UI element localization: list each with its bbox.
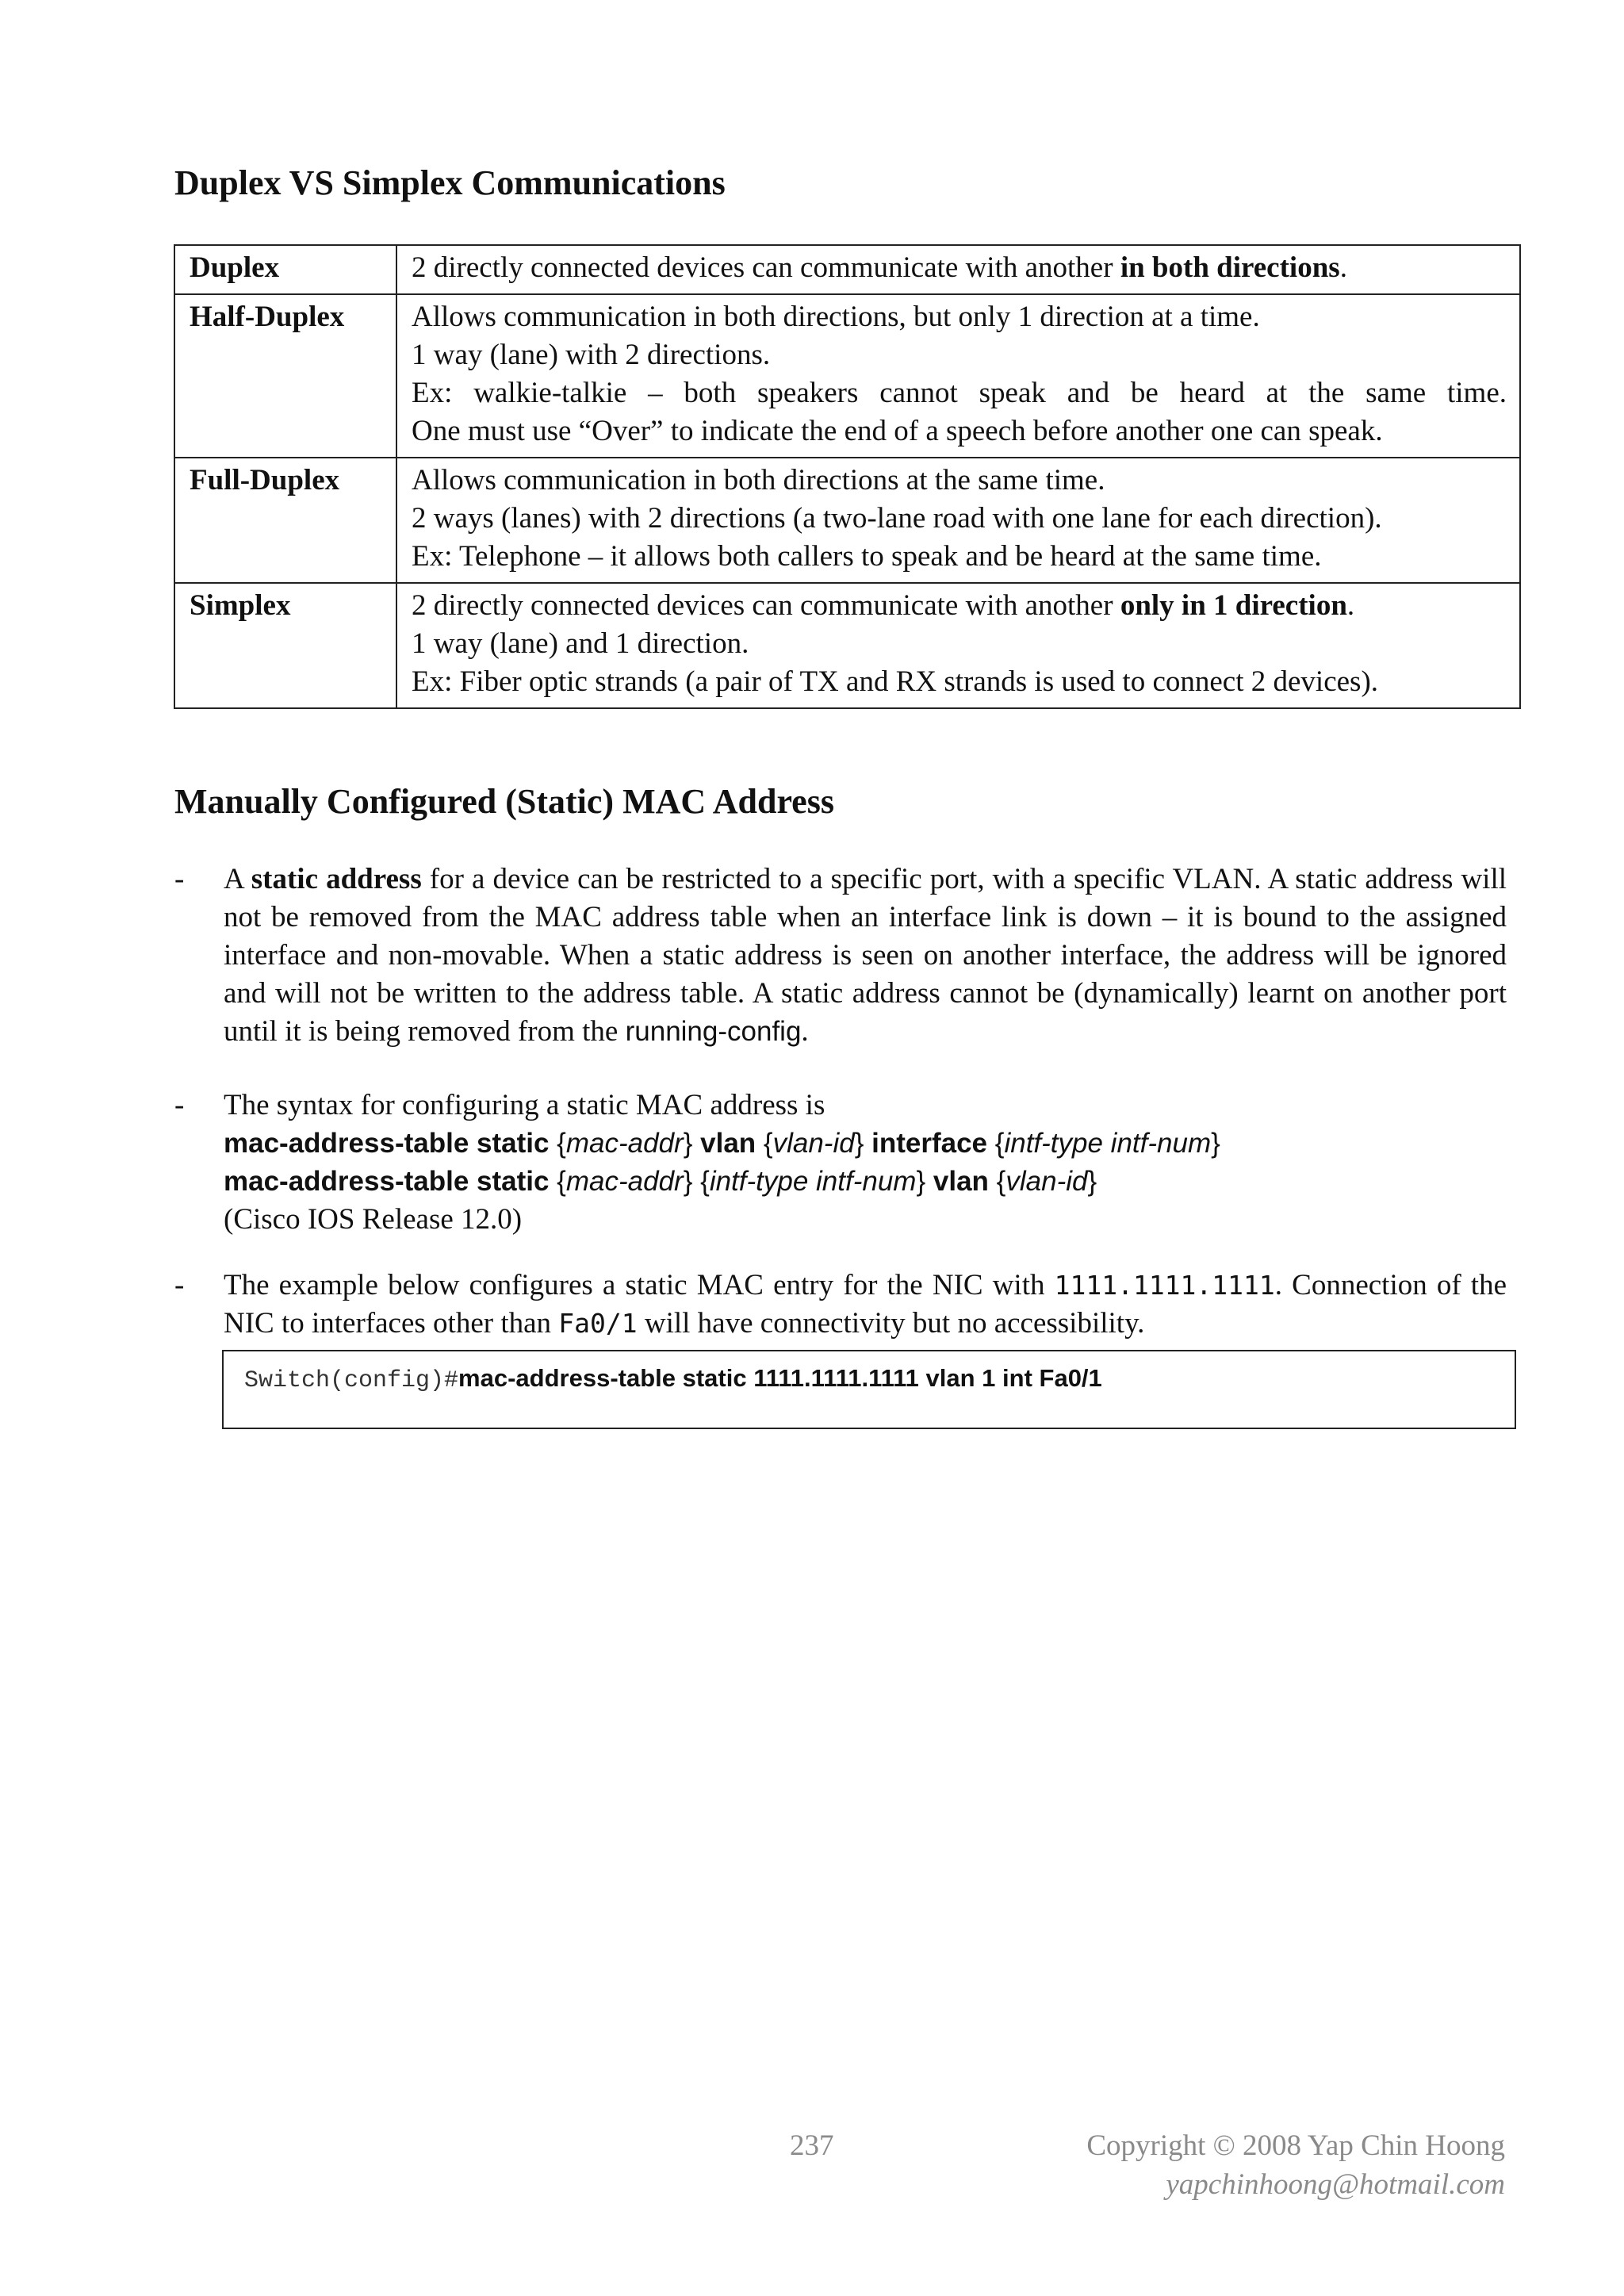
syntax-param: vlan-id — [1005, 1166, 1088, 1197]
bullet-syntax — [174, 1087, 1507, 1239]
syntax-brace: } { — [683, 1166, 710, 1197]
bullet-example — [174, 1267, 1507, 1343]
desc-line: 1 way (lane) with 2 directions. — [412, 339, 771, 371]
bullet-dash: - — [174, 1269, 185, 1301]
desc-line: Ex: Telephone – it allows both callers to speak and be heard at the same time. — [412, 540, 1322, 573]
description-cell — [396, 294, 1520, 458]
syntax-brace: } — [916, 1166, 933, 1197]
table-row — [174, 245, 1520, 294]
desc-line: Allows communication in both directions at the same time. — [412, 464, 1105, 496]
inline-code: running-config — [625, 1016, 802, 1047]
desc-line: One must use “Over” to indicate the end of a speech before another one can speak. — [412, 415, 1383, 447]
copyright-notice: Copyright © 2008 Yap Chin Hoong — [1086, 2129, 1505, 2162]
syntax-keyword: mac-address-table static — [224, 1128, 550, 1159]
bullet-emphasis: static address — [251, 863, 422, 895]
desc-line — [412, 587, 1507, 625]
table-row — [174, 294, 1520, 458]
syntax-brace: { — [988, 1166, 1006, 1197]
cli-prompt: Switch(config)# — [244, 1367, 459, 1394]
desc-line: Allows communication in both directions, but only 1 direction at a time. — [412, 301, 1260, 333]
bullet-body — [224, 1087, 1507, 1239]
inline-code-port: Fa0/1 — [558, 1308, 638, 1339]
syntax-brace: } — [1211, 1128, 1220, 1159]
syntax-keyword: interface — [871, 1128, 988, 1159]
page-number: 237 — [790, 2129, 834, 2162]
syntax-keyword: vlan — [933, 1166, 989, 1197]
term-cell: Duplex — [174, 245, 396, 294]
desc-text: 2 directly connected devices can communicate with another — [412, 589, 1120, 622]
bullet-text: for a device can be restricted to a specific port, with a specific VLAN. A static address will not be removed from the MAC address table when an interface link is down – it is bound to the assigned interface and non-movable. When a static address is seen on another interface, the address will be ignored and will not be written to the address table. A static address cannot be (dynamically) learnt on another port until it is being removed from the — [224, 863, 1507, 1048]
syntax-brace: } — [854, 1128, 872, 1159]
syntax-param: mac-addr — [565, 1128, 684, 1159]
table-row — [174, 458, 1520, 583]
syntax-brace: } — [683, 1128, 701, 1159]
desc-line: Ex: Fiber optic strands (a pair of TX and RX strands is used to connect 2 devices). — [412, 665, 1379, 698]
cli-command: mac-address-table static 1111.1111.1111 vlan 1 int Fa0/1 — [458, 1364, 1102, 1392]
syntax-param: intf-type intf-num — [1004, 1128, 1212, 1159]
syntax-brace: { — [987, 1128, 1005, 1159]
syntax-param: mac-addr — [565, 1166, 684, 1197]
desc-text: 2 directly connected devices can communicate with another — [412, 251, 1120, 284]
inline-code-mac: 1111.1111.1111 — [1054, 1270, 1275, 1301]
bullet-text: . Connection of the NIC to interfaces other than — [224, 1269, 1507, 1340]
table-row — [174, 583, 1520, 708]
section-heading-duplex-simplex: Duplex VS Simplex Communications — [174, 163, 726, 202]
duplex-simplex-table — [174, 244, 1521, 709]
bullet-dash: - — [174, 1089, 185, 1121]
term-cell: Simplex — [174, 583, 396, 708]
description-cell — [396, 245, 1520, 294]
desc-emphasis: only in 1 direction — [1120, 589, 1347, 622]
bullet-body — [224, 1267, 1507, 1343]
syntax-param: intf-type intf-num — [709, 1166, 917, 1197]
description-cell — [396, 458, 1520, 583]
release-note: (Cisco IOS Release 12.0) — [224, 1203, 523, 1236]
bullet-text: will have connectivity but no accessibility. — [637, 1307, 1145, 1340]
desc-line: 1 way (lane) and 1 direction. — [412, 627, 749, 660]
syntax-line — [224, 1163, 1507, 1201]
bullet-text: A — [224, 863, 251, 895]
desc-line: Ex: walkie-talkie – both speakers cannot speak and be heard at the same time. — [412, 377, 1507, 409]
bullet-static-address — [174, 861, 1507, 1051]
syntax-keyword: vlan — [700, 1128, 756, 1159]
bullet-text: . — [801, 1015, 809, 1048]
section-heading-static-mac: Manually Configured (Static) MAC Address — [174, 782, 834, 821]
syntax-brace: } — [1087, 1166, 1097, 1197]
desc-line: 2 ways (lanes) with 2 directions (a two-lane road with one lane for each direction). — [412, 502, 1382, 535]
term-cell: Full-Duplex — [174, 458, 396, 583]
syntax-brace: { — [756, 1128, 773, 1159]
syntax-line — [224, 1125, 1507, 1163]
term-cell: Half-Duplex — [174, 294, 396, 458]
desc-emphasis: in both directions — [1120, 251, 1340, 284]
bullet-text: The example below configures a static MAC entry for the NIC with — [224, 1269, 1055, 1301]
syntax-brace: { — [549, 1166, 566, 1197]
bullet-text: The syntax for configuring a static MAC address is — [224, 1089, 825, 1121]
syntax-brace: { — [549, 1128, 566, 1159]
code-block — [222, 1350, 1516, 1429]
author-email: yapchinhoong@hotmail.com — [1166, 2168, 1505, 2201]
syntax-param: vlan-id — [772, 1128, 855, 1159]
bullet-dash: - — [174, 863, 185, 895]
description-cell — [396, 583, 1520, 708]
bullet-body — [224, 861, 1507, 1051]
desc-text: . — [1346, 589, 1355, 622]
syntax-keyword: mac-address-table static — [224, 1166, 550, 1197]
desc-text: . — [1339, 251, 1347, 284]
